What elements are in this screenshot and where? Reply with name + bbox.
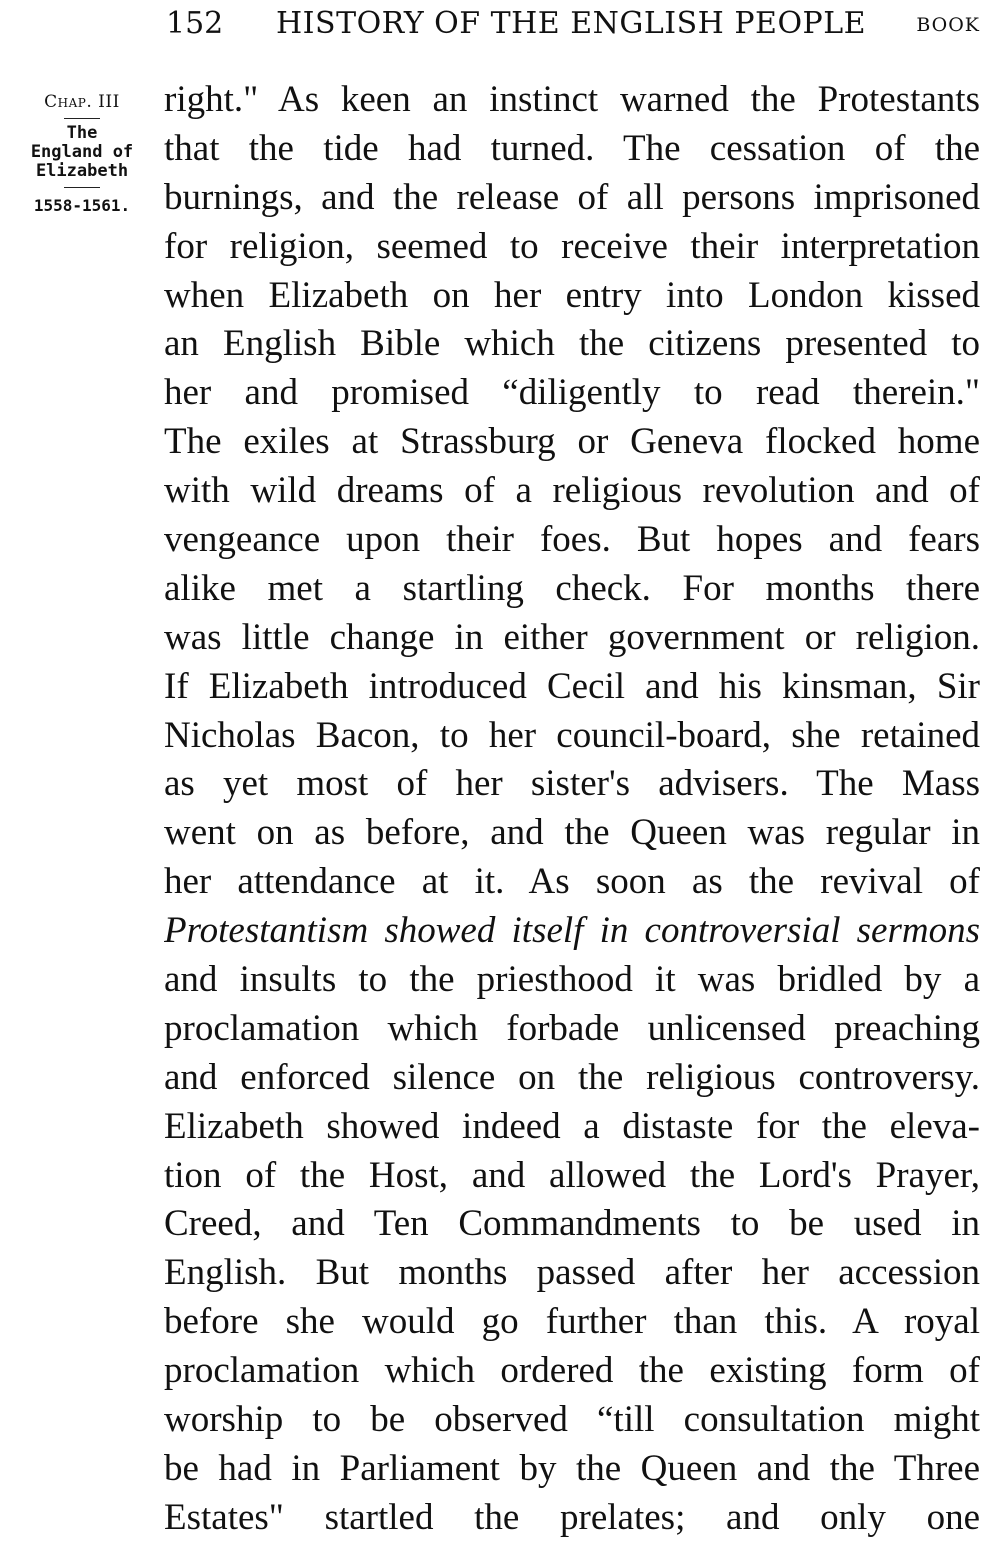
- text-line: that the tide had turned. The cessation of the: [164, 127, 980, 169]
- margin-divider: [64, 118, 100, 119]
- date-range: 1558-1561.: [33, 196, 131, 215]
- margin-note: [6, 92, 158, 215]
- text-line: with wild dreams of a religious revolution and of: [164, 470, 980, 512]
- text-line: Creed, and Ten Commandments to be used in: [164, 1203, 980, 1245]
- text-line: was little change in either government or religion.: [164, 616, 980, 658]
- page-number: 152: [166, 6, 224, 41]
- chapter-label: Chap. III: [44, 92, 120, 112]
- text-line: Elizabeth showed indeed a distaste for the eleva-: [164, 1105, 980, 1147]
- text-line: before she would go further than this. A royal: [164, 1301, 980, 1343]
- running-title: HISTORY OF THE ENGLISH PEOPLE: [276, 6, 867, 41]
- text-line: her and promised “diligently to read therein.": [164, 372, 980, 414]
- text-line: English. But months passed after her accession: [164, 1252, 980, 1294]
- section-title: [6, 124, 158, 181]
- text-line: her attendance at it. As soon as the revival of: [164, 861, 980, 903]
- text-line: and enforced silence on the religious controversy.: [164, 1056, 980, 1098]
- text-line: went on as before, and the Queen was regular in: [164, 812, 980, 854]
- section-title-line: England of: [30, 142, 134, 162]
- text-line: be had in Parliament by the Queen and the Three: [164, 1447, 980, 1489]
- text-line: when Elizabeth on her entry into London kissed: [164, 274, 980, 316]
- page-header: [166, 6, 980, 46]
- text-line-italic: Protestantism showed itself in controversial sermons: [164, 910, 980, 952]
- section-title-line: The: [66, 123, 98, 143]
- text-line: an English Bible which the citizens presented to: [164, 323, 980, 365]
- text-line: as yet most of her sister's advisers. The Mass: [164, 763, 980, 805]
- text-line: If Elizabeth introduced Cecil and his kinsman, Sir: [164, 665, 980, 707]
- text-line: and insults to the priesthood it was bridled by a: [164, 959, 980, 1001]
- text-line: Estates" startled the prelates; and only one: [164, 1496, 980, 1538]
- body-text: [164, 76, 980, 1543]
- text-line: vengeance upon their foes. But hopes and fears: [164, 519, 980, 561]
- text-line: alike met a startling check. For months there: [164, 567, 980, 609]
- margin-divider: [64, 187, 100, 188]
- text-line: tion of the Host, and allowed the Lord's Prayer,: [164, 1154, 980, 1196]
- text-line: Nicholas Bacon, to her council-board, she retained: [164, 714, 980, 756]
- book-label: BOOK: [916, 14, 980, 36]
- section-title-line: Elizabeth: [35, 161, 129, 181]
- text-line: proclamation which ordered the existing form of: [164, 1350, 980, 1392]
- text-line: worship to be observed “till consultation might: [164, 1399, 980, 1441]
- text-line: for religion, seemed to receive their interpretation: [164, 225, 980, 267]
- text-line: The exiles at Strassburg or Geneva flocked home: [164, 421, 980, 463]
- text-line: burnings, and the release of all persons imprisoned: [164, 176, 980, 218]
- text-line: right." As keen an instinct warned the Protestants: [164, 79, 980, 120]
- text-line: proclamation which forbade unlicensed preaching: [164, 1007, 980, 1049]
